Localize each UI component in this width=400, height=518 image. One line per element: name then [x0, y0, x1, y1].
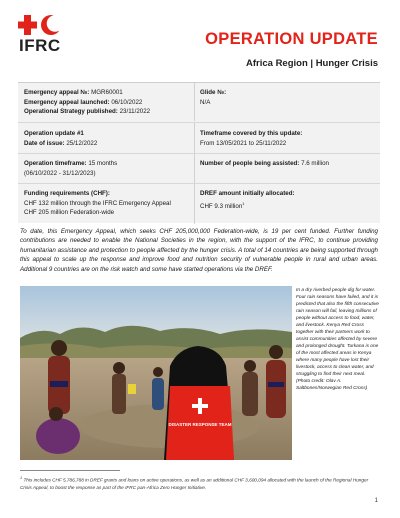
funding-requirements-label: Funding requirements (CHF): [24, 190, 110, 197]
logo-text: IFRC [19, 36, 61, 55]
people-assisted-value: 7.6 million [301, 160, 329, 167]
page-title: OPERATION UPDATE [205, 30, 378, 48]
info-row-appeal [18, 83, 380, 121]
funding-line-appeal: CHF 132 million through the IFRC Emergency Appeal [24, 199, 171, 207]
dref-footnote-ref[interactable]: 1 [242, 200, 245, 206]
riverbed-photo-illustration [20, 286, 292, 460]
page-subtitle: Africa Region | Hunger Crisis [246, 58, 378, 69]
red-cross-crescent-icon [18, 14, 78, 36]
info-row-funding [18, 183, 380, 224]
info-row-timeframe [18, 153, 380, 183]
date-of-issue-value: 25/12/2022 [66, 139, 98, 147]
appeal-launched-value: 06/10/2022 [111, 98, 143, 106]
appeal-number-value: MGR60001 [91, 89, 123, 96]
strategy-published-value: 23/11/2022 [119, 108, 151, 115]
footnote-text: This includes CHF 5,786,788 in DREF grants and loans on active operations, as well as an additional CHF 3,600,094 allocated with the launch of the Regional Hunger Crisis Appeal, to boost the response as part of the IFRC pan-Africa Zero Hunger Initiative. [20, 477, 369, 490]
date-of-issue-label: Date of issue: [24, 139, 65, 147]
operation-update-label: Operation update #1 [24, 130, 84, 137]
operation-timeframe-label: Operation timeframe: [24, 160, 87, 167]
drought-photo [20, 286, 292, 460]
footnote-divider [20, 470, 120, 471]
dref-amount-label: DREF amount initially allocated: [200, 190, 295, 197]
people-assisted-label: Number of people being assisted: [200, 160, 300, 167]
funding-line-federation: CHF 205 million Federation-wide [24, 209, 115, 216]
operation-timeframe-dates: (06/10/2022 - 31/12/2023) [24, 169, 96, 177]
vest-text: DISASTER RESPONSE TEAM [168, 422, 232, 427]
footnote [20, 475, 378, 491]
glide-value: N/A [200, 98, 211, 106]
glide-label: Glide №: [200, 89, 227, 96]
photo-caption: In a dry riverbed people dig for water. Four rain seasons have failed, and it is predicted that also the fifth consecutive rain season will fail, leaving millions of people without access to food, water, and livestock. Kenya Red Cross together with their partners work to assist communities affected by severe and prolonged drought. Turkana is one of the most affected areas in Kenya where many people have lost their livestock, access to clean water, and struggling to find their next meal. (Photo credit: Olav A. Saltbones/Norwegian Red Cross) [296, 288, 379, 391]
intro-paragraph: To date, this Emergency Appeal, which seeks CHF 205,000,000 Federation-wide, is 19 per cent funded. Further funding contributions are needed to enable the National Societies in the region, with the support of the IFRC, to continue providing humanitarian assistance and protection to people affected by the hunger crisis. A total of 14 countries are being supported through this appeal to scale up the response and improve food and nutrition security of vulnerable people in rural and urban areas. Additional 9 countries are on the risk watch and some have started operations via the DREF. [20, 228, 378, 273]
footnote-marker: 1 [20, 476, 23, 480]
timeframe-covered-label: Timeframe covered by this update: [200, 130, 303, 137]
ifrc-logo [18, 14, 78, 66]
operation-timeframe-value: 15 months [88, 160, 118, 167]
appeal-launched-label: Emergency appeal launched: [24, 98, 110, 106]
info-row-update [18, 122, 380, 153]
appeal-info-box [18, 82, 380, 223]
timeframe-covered-value: From 13/05/2021 to 25/11/2022 [200, 139, 287, 147]
page-number: 1 [374, 498, 378, 504]
strategy-published-label: Operational Strategy published: [24, 108, 118, 115]
appeal-number-label: Emergency appeal №: [24, 89, 90, 96]
dref-amount-value: CHF 9.3 million [200, 202, 243, 210]
